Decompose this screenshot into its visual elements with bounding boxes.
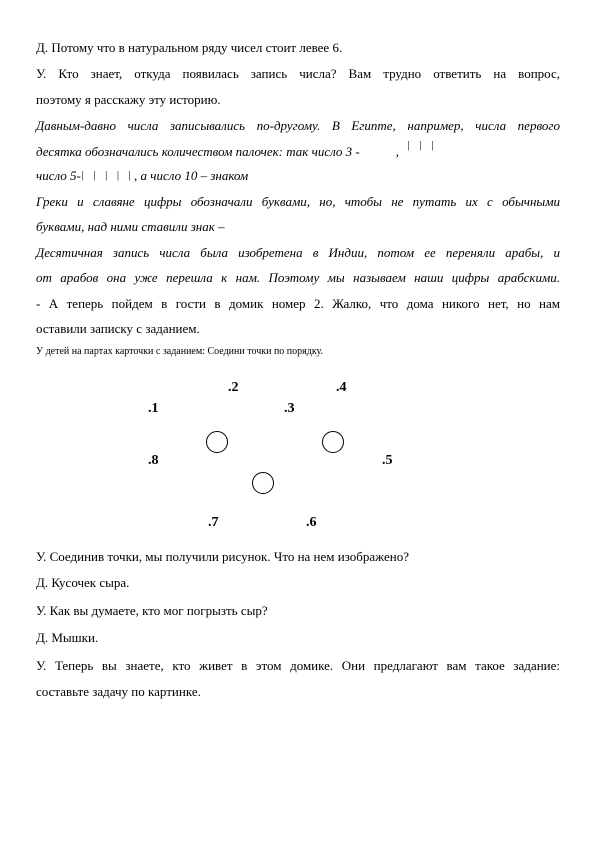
dot-label: .1	[148, 401, 159, 416]
history-text-fragment: десятка обозначались количеством палочек: так число 3 -	[36, 144, 360, 159]
history-text-fragment: , а число 10 – знаком	[134, 168, 249, 183]
dialogue-line: У. Соединив точки, мы получили рисунок. Что на нем изображено?	[36, 549, 409, 564]
dialogue-line: У. Кто знает, откуда появилась запись числа? Вам трудно ответить на вопрос,	[36, 66, 560, 81]
dot-label: .4	[336, 380, 347, 395]
dialogue-line: поэтому я расскажу эту историю.	[36, 92, 221, 107]
dialogue-line: оставили записку с заданием.	[36, 321, 200, 336]
history-text	[36, 139, 437, 161]
dot-label: .5	[382, 453, 393, 468]
history-text: Десятичная запись числа была изобретена в Индии, потом ее переняли арабы, и	[36, 245, 560, 260]
dialogue-line: У. Как вы думаете, кто мог погрызть сыр?	[36, 603, 268, 618]
history-text: Давным-давно числа записывались по-другому. В Египте, например, числа первого	[36, 118, 560, 133]
sticks-five: | | | | |	[80, 169, 135, 181]
sticks-three: | | |	[407, 139, 437, 151]
history-text: буквами, над ними ставили знак –	[36, 219, 225, 234]
dot-label: .7	[208, 515, 219, 530]
dialogue-line: Д. Кусочек сыра.	[36, 575, 130, 590]
task-note: У детей на партах карточки с заданием: Соедини точки по порядку.	[36, 346, 324, 357]
dot-label: .2	[228, 380, 239, 395]
cheese-hole-circle	[322, 431, 344, 453]
cheese-hole-circle	[206, 431, 228, 453]
history-text-fragment: число 5-	[36, 168, 81, 183]
dot-label: .6	[306, 515, 317, 530]
dialogue-line: Д. Мышки.	[36, 630, 99, 645]
dot-label: .8	[148, 453, 159, 468]
history-text: от арабов она уже перешла к нам. Поэтому мы называем наши цифры арабскими.	[36, 270, 560, 285]
dialogue-line: Д. Потому что в натуральном ряду чисел стоит левее 6.	[36, 40, 343, 55]
history-text: Греки и славяне цифры обозначали буквами, но, чтобы не путать их с обычными	[36, 194, 560, 209]
dialogue-line: У. Теперь вы знаете, кто живет в этом домике. Они предлагают вам такое задание:	[36, 658, 560, 673]
history-text	[36, 168, 248, 185]
dot-label: .3	[284, 401, 295, 416]
cheese-hole-circle	[252, 472, 274, 494]
dialogue-line: составьте задачу по картинке.	[36, 684, 201, 699]
dialogue-line: - А теперь пойдем в гости в домик номер 2. Жалко, что дома никого нет, но нам	[36, 296, 560, 311]
history-text-fragment: ,	[395, 144, 400, 159]
